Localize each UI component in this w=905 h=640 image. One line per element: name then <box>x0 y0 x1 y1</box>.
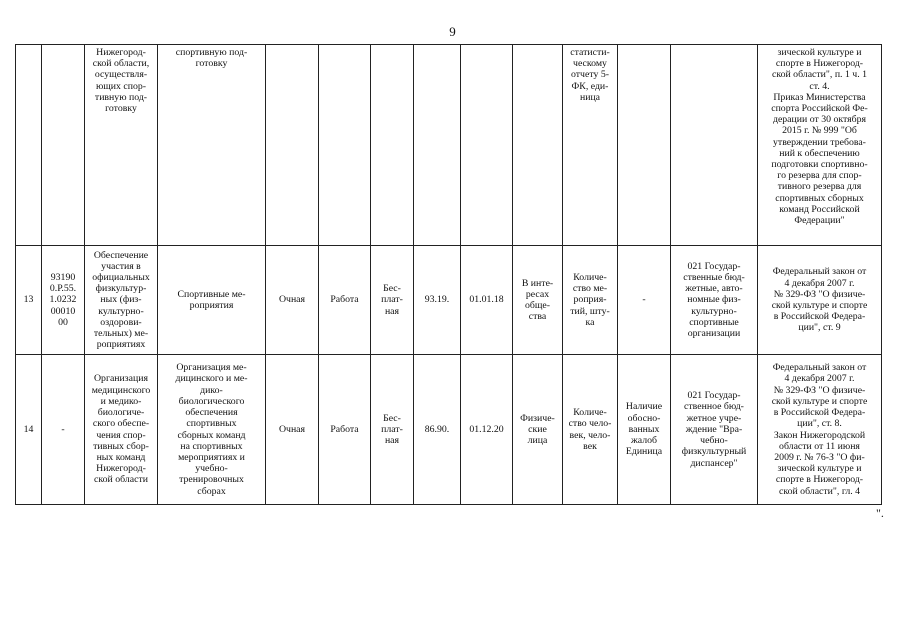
closing-quote-mark: ". <box>876 506 884 520</box>
cell-service-content: Спортивные ме- роприятия <box>158 246 266 355</box>
cell-legal-basis: Федеральный закон от 4 декабря 2007 г. № 329-ФЗ "О физиче- ской культуре и спорте в Российской Федера- ции", ст. 9 <box>758 246 882 355</box>
cell-form: Очная <box>266 355 319 505</box>
cell-service-content: Организация ме- дицинского и ме- дико- биологического обеспечения спортивных сборных команд на спортивных мероприятиях и учебно- тренировочных сборах <box>158 355 266 505</box>
cell-service-name: Нижегород- ской области, осуществля- ющих спор- тивную под- готовку <box>85 45 158 246</box>
cell-okved <box>414 45 461 246</box>
cell-quality-indicator <box>618 45 671 246</box>
cell-legal-basis: зической культуре и спорте в Нижегород- ской области", п. 1 ч. 1 ст. 4. Приказ Министерства спорта Российской Фе- дерации от 30 октября 2015 г. № 999 "Об утверждении требова- ний к обеспечению подготовки спортивно- го резерва для спор- тивного резерва для спортивных сборных команд Российской Федерации" <box>758 45 882 246</box>
cell-payment <box>371 45 414 246</box>
cell-type: Работа <box>319 246 371 355</box>
cell-consumers <box>513 45 563 246</box>
cell-consumers: Физиче- ские лица <box>513 355 563 505</box>
cell-number: 13 <box>16 246 42 355</box>
cell-quality-indicator: - <box>618 246 671 355</box>
cell-volume-indicator: Количе- ство ме- роприя- тий, шту- ка <box>563 246 618 355</box>
cell-consumers: В инте- ресах обще- ства <box>513 246 563 355</box>
cell-volume-indicator: Количе- ство чело- век, чело- век <box>563 355 618 505</box>
cell-institution <box>671 45 758 246</box>
cell-institution: 021 Государ- ственное бюд- жетное учре- ждение "Вра- чебно- физкультурный диспансер" <box>671 355 758 505</box>
cell-payment: Бес- плат- ная <box>371 355 414 505</box>
cell-institution: 021 Государ- ственные бюд- жетные, авто- номные физ- культурно- спортивные организации <box>671 246 758 355</box>
cell-type <box>319 45 371 246</box>
cell-service-name: Обеспечение участия в официальных физкультур- ных (физ- культурно- оздорови- тельных) ме- роприятиях <box>85 246 158 355</box>
cell-date: 01.01.18 <box>461 246 513 355</box>
table-row <box>16 45 882 246</box>
cell-registry-code <box>42 45 85 246</box>
cell-form: Очная <box>266 246 319 355</box>
cell-form <box>266 45 319 246</box>
cell-service-content: спортивную под- готовку <box>158 45 266 246</box>
cell-number: 14 <box>16 355 42 505</box>
cell-okved: 86.90. <box>414 355 461 505</box>
cell-type: Работа <box>319 355 371 505</box>
cell-okved: 93.19. <box>414 246 461 355</box>
page-number: 9 <box>449 24 456 39</box>
cell-service-name: Организация медицинского и медико- биологиче- ского обеспе- чения спор- тивных сбор- ных команд Нижегород- ской области <box>85 355 158 505</box>
cell-date: 01.12.20 <box>461 355 513 505</box>
cell-payment: Бес- плат- ная <box>371 246 414 355</box>
cell-date <box>461 45 513 246</box>
cell-number <box>16 45 42 246</box>
cell-legal-basis: Федеральный закон от 4 декабря 2007 г. № 329-ФЗ "О физиче- ской культуре и спорте в Российской Федера- ции", ст. 8. Закон Нижегородской области от 11 июня 2009 г. № 76-З "О фи- зической культуре и спорте в Нижегород- ской области", гл. 4 <box>758 355 882 505</box>
cell-registry-code: - <box>42 355 85 505</box>
cell-registry-code: 93190 0.Р.55. 1.0232 00010 00 <box>42 246 85 355</box>
cell-volume-indicator: статисти- ческому отчету 5- ФК, еди- ница <box>563 45 618 246</box>
registry-table <box>15 44 882 505</box>
cell-quality-indicator: Наличие обосно- ванных жалоб Единица <box>618 355 671 505</box>
table-row <box>16 246 882 355</box>
table-row <box>16 355 882 505</box>
